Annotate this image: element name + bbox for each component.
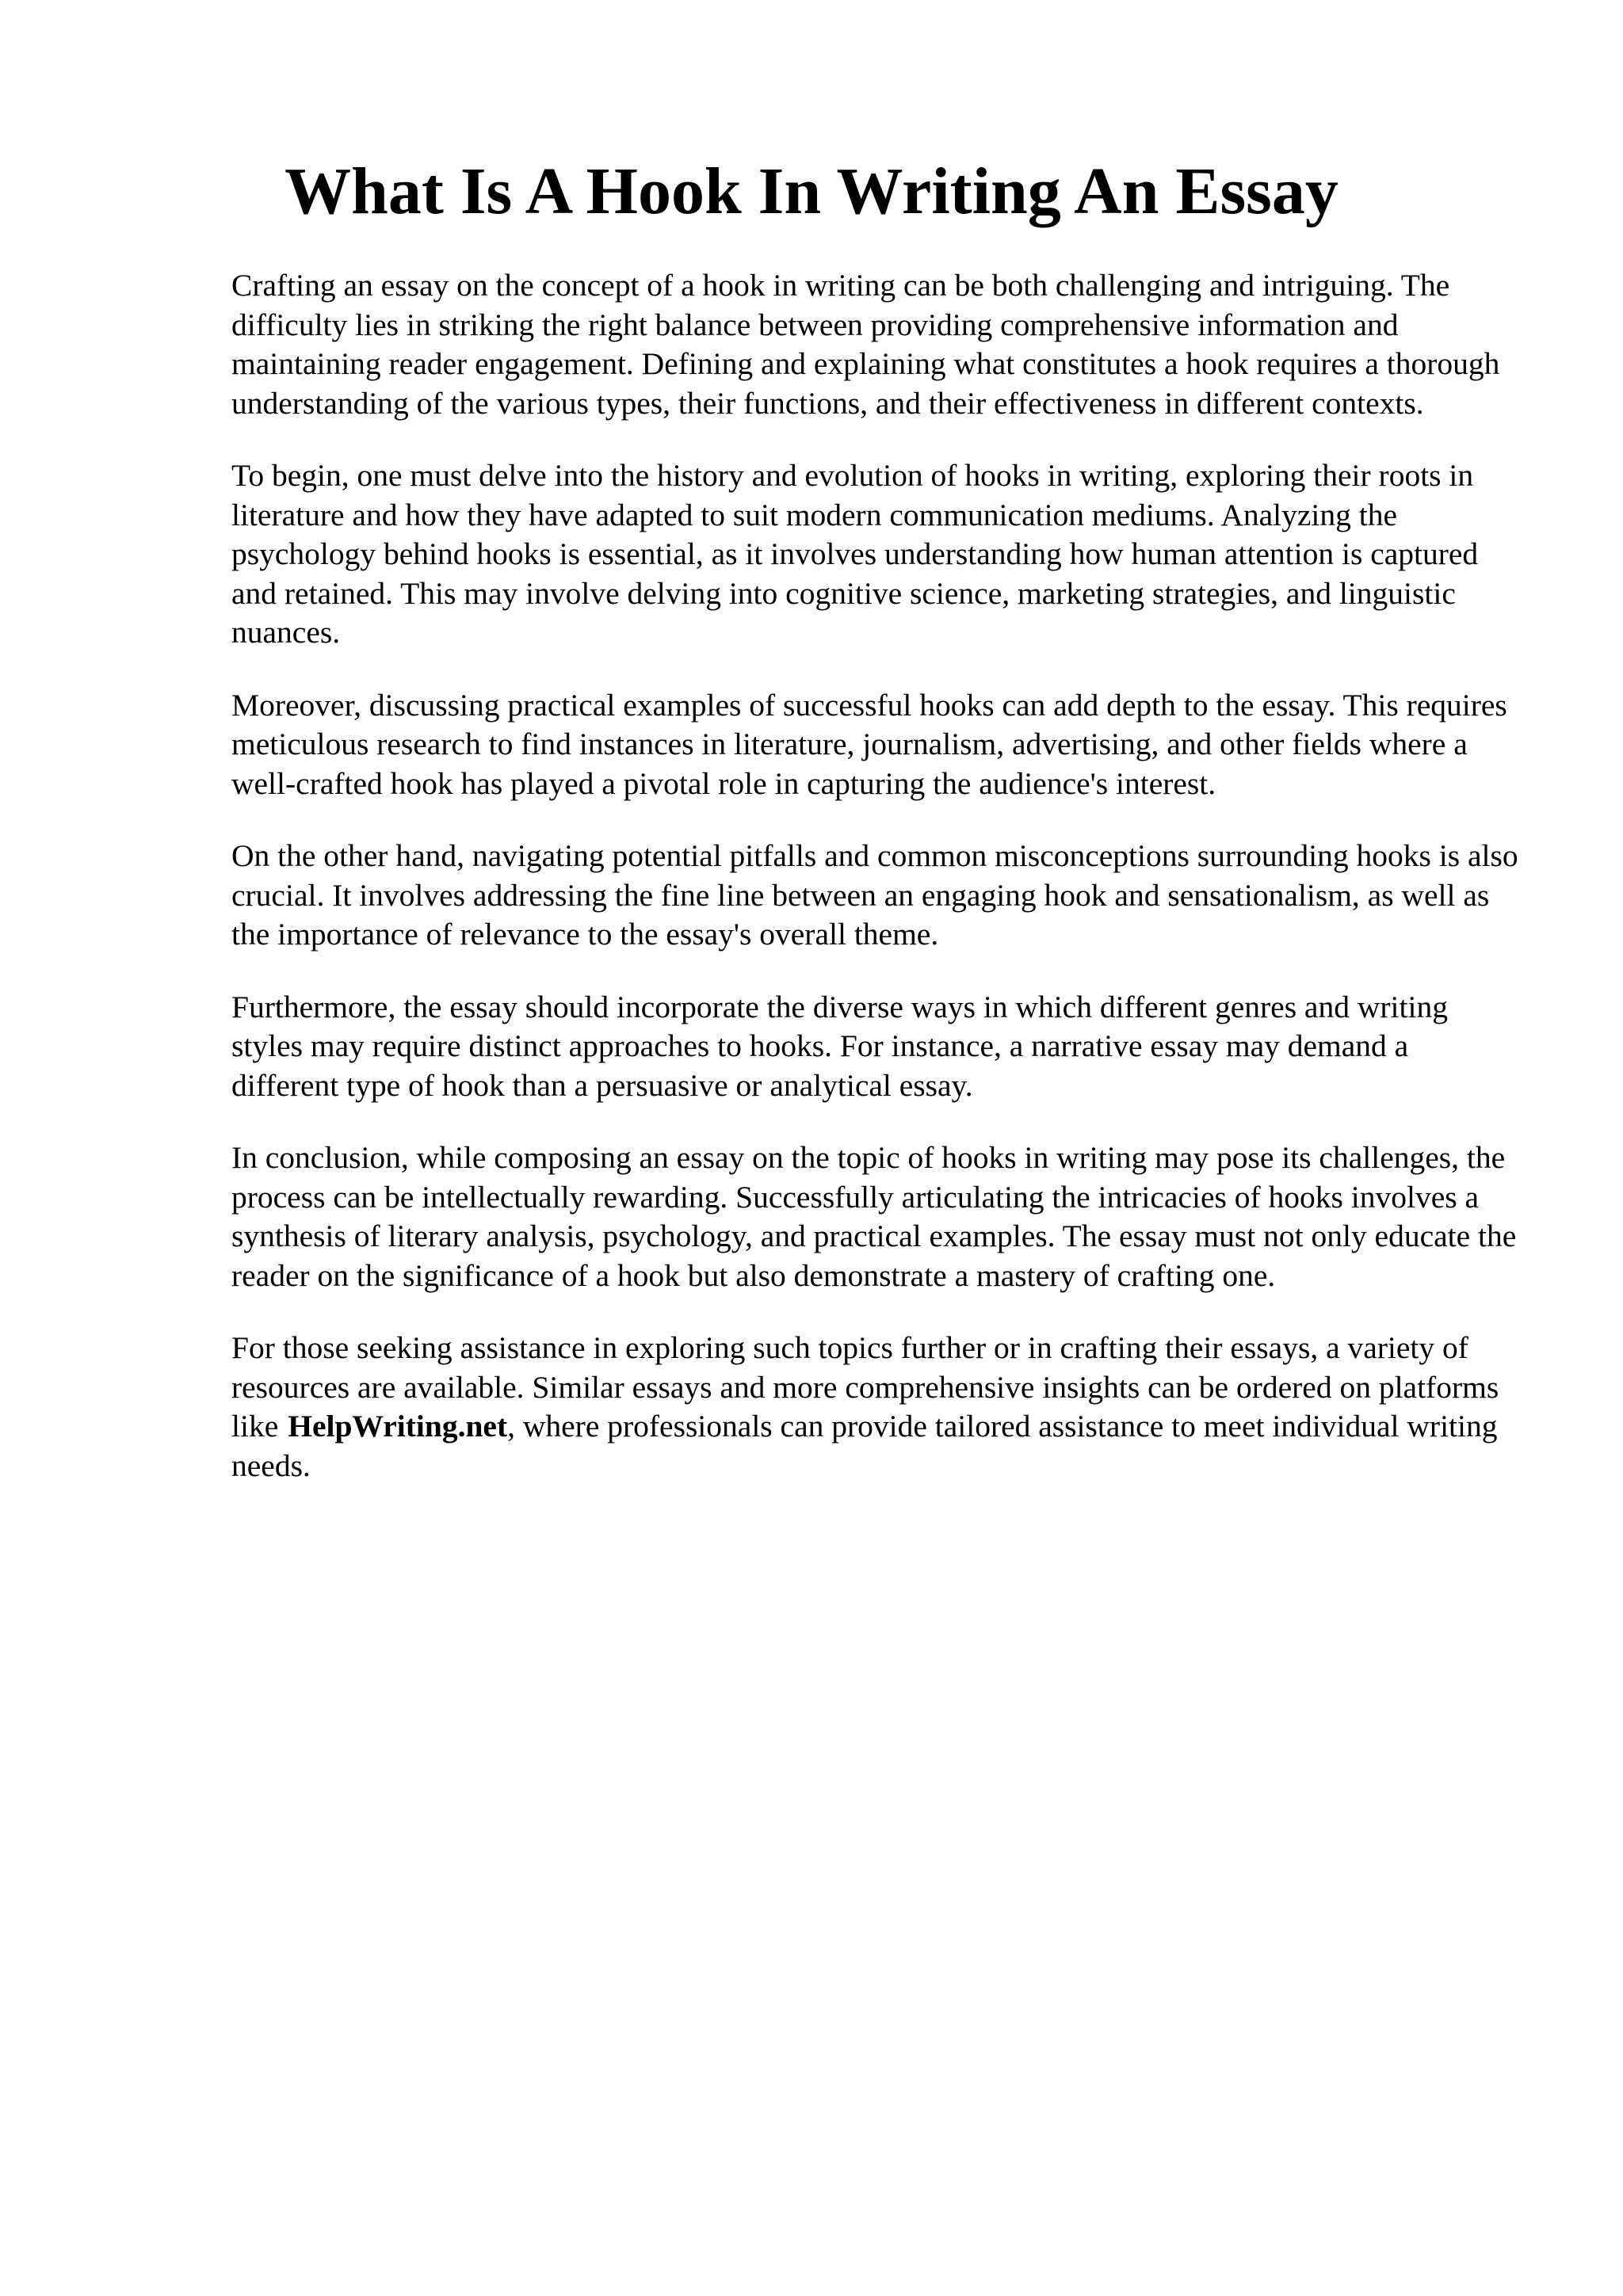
document-title: What Is A Hook In Writing An Essay <box>285 154 1338 228</box>
helpwriting-link[interactable]: HelpWriting.net <box>288 1409 508 1444</box>
document-body <box>231 266 1523 1519</box>
paragraph-6: In conclusion, while composing an essay on the topic of hooks in writing may pose its challenges, the process can be intellectually rewarding. Successfully articulating the intricacies of hooks involves a synthesis of literary analysis, psychology, and practical examples. The essay must not only educate the reader on the significance of a hook but also demonstrate a mastery of crafting one. <box>231 1140 1517 1293</box>
paragraph-7-text-after-link: , where professionals can provide tailored assistance to meet individual writing needs. <box>231 1409 1498 1483</box>
paragraph-3: Moreover, discussing practical examples of successful hooks can add depth to the essay. This requires meticulous research to find instances in literature, journalism, advertising, and other fields where a well-crafted hook has played a pivotal role in capturing the audience's interest. <box>231 687 1507 801</box>
paragraph-7-text-before-link: For those seeking assistance in exploring such topics further or in crafting their essays, a variety of resources are available. Similar essays and more comprehensive insights can be ordered on platforms like <box>231 1330 1499 1444</box>
paragraph-2: To begin, one must delve into the history and evolution of hooks in writing, exploring their roots in literature and how they have adapted to suit modern communication mediums. Analyzing the psychology behind hooks is essential, as it involves understanding how human attention is captured and retained. This may involve delving into cognitive science, marketing strategies, and linguistic nuances. <box>231 458 1479 650</box>
paragraph-4: On the other hand, navigating potential pitfalls and common misconceptions surrounding hooks is also crucial. It involves addressing the fine line between an engaging hook and sensationalism, as well as the importance of relevance to the essay's overall theme. <box>231 838 1518 952</box>
paragraph-7 <box>231 1329 1523 1486</box>
paragraph-5: Furthermore, the essay should incorporate the diverse ways in which different genres and writing styles may require distinct approaches to hooks. For instance, a narrative essay may demand a different type of hook than a persuasive or analytical essay. <box>231 989 1448 1103</box>
paragraph-1: Crafting an essay on the concept of a hook in writing can be both challenging and intriguing. The difficulty lies in striking the right balance between providing comprehensive information and maintaining reader engagement. Defining and explaining what constitutes a hook requires a thorough understanding of the various types, their functions, and their effectiveness in different contexts. <box>231 268 1500 421</box>
